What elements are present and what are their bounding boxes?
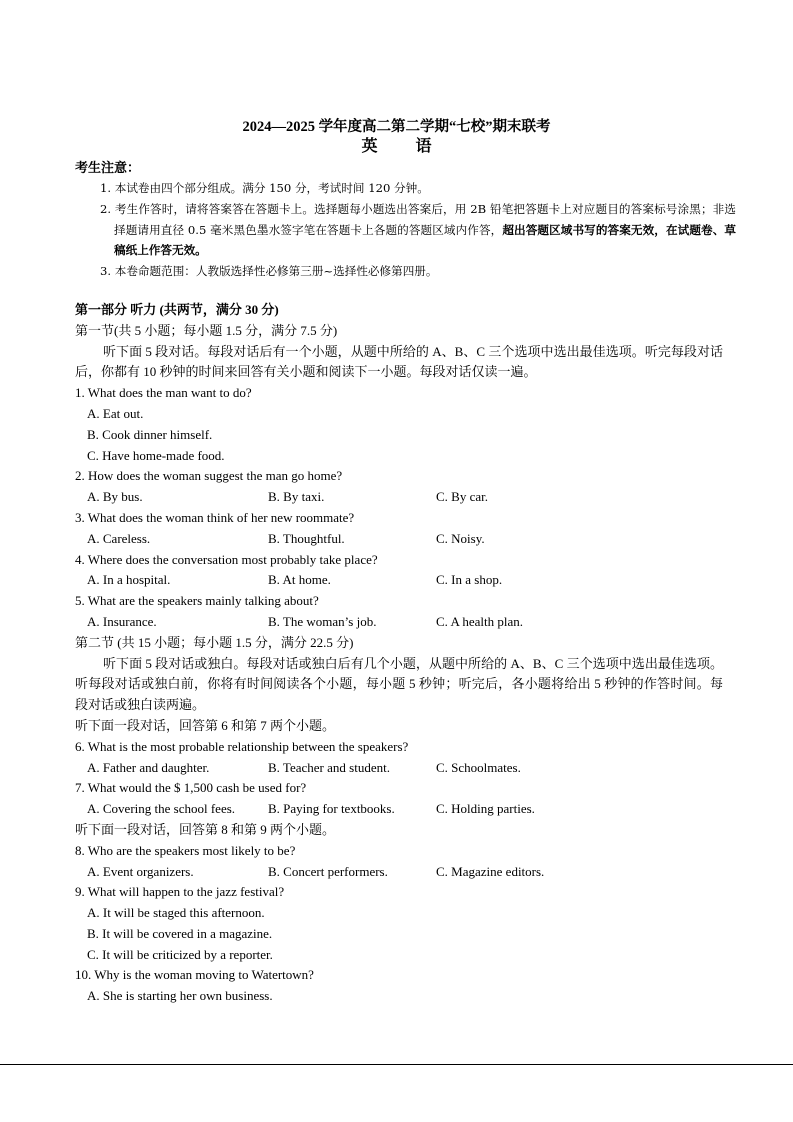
question-9-option-c: C. It will be criticized by a reporter. — [87, 946, 273, 962]
question-3-option-a: A. Careless. — [87, 530, 151, 546]
question-5-stem: 5. What are the speakers mainly talking about? — [75, 593, 319, 609]
question-2-option-a: A. By bus. — [87, 489, 143, 505]
question-2-option-b: B. By taxi. — [268, 489, 325, 505]
question-7-option-a: A. Covering the school fees. — [87, 801, 236, 817]
question-9-option-a: A. It will be staged this afternoon. — [87, 905, 265, 921]
question-2-option-c: C. By car. — [436, 489, 488, 505]
question-6-options — [87, 758, 793, 779]
question-3-option-b: B. Thoughtful. — [268, 530, 345, 546]
question-3-option-c: C. Noisy. — [436, 530, 485, 546]
question-9-option-b: B. It will be covered in a magazine. — [87, 925, 273, 941]
notice-list — [0, 178, 793, 282]
question-4-stem: 4. Where does the conversation most probably take place? — [75, 551, 378, 567]
question-5-options — [87, 612, 793, 633]
question-3-options — [87, 529, 793, 550]
question-3-stem: 3. What does the woman think of her new roommate? — [75, 509, 355, 525]
question-8-stem: 8. Who are the speakers most likely to be? — [75, 842, 296, 858]
question-1-option-b: B. Cook dinner himself. — [87, 426, 213, 442]
notice-item-2-text: 2. 考生作答时，请将答案答在答题卡上。选择题每小题选出答案后，用 2B 铅笔把答题卡上对应题目的答案标号涂黑；非选择题请用直径 0.5 毫米黑色墨水签字笔在答题卡上各题的答题区域内作答， — [100, 201, 736, 237]
question-5-option-c: C. A health plan. — [436, 613, 524, 629]
question-8-options — [87, 862, 793, 883]
section2-heading: 第二节 (共 15 小题；每小题 1.5 分，满分 22.5 分) — [75, 634, 354, 650]
part1-heading: 第一部分 听力 (共两节，满分 30 分) — [75, 301, 279, 317]
question-7-option-b: B. Paying for textbooks. — [268, 801, 395, 817]
question-8-option-a: A. Event organizers. — [87, 863, 194, 879]
question-5-option-a: A. Insurance. — [87, 613, 157, 629]
subject-char-1: 英 — [361, 138, 378, 155]
question-6-option-a: A. Father and daughter. — [87, 759, 210, 775]
section2-instructions: 听下面 5 段对话或独白。每段对话或独白后有几个小题，从题中所给的 A、B、C 三个选项中选出最佳选项。听每段对话或独白前，你将有时间阅读各个小题，每小题 5 秒钟；听完后，各小题将给出 5 秒钟的作答时间。每段对话或独白读两遍。 — [75, 655, 723, 713]
question-5-option-b: B. The woman’s job. — [268, 613, 377, 629]
question-7-options — [87, 799, 793, 820]
footer-divider — [0, 1064, 793, 1065]
question-1-option-a: A. Eat out. — [87, 405, 144, 421]
question-6-stem: 6. What is the most probable relationship between the speakers? — [75, 738, 409, 754]
prompt-questions-8-9: 听下面一段对话，回答第 8 和第 9 两个小题。 — [75, 821, 336, 837]
question-9-stem: 9. What will happen to the jazz festival? — [75, 884, 285, 900]
notice-item-2 — [100, 199, 736, 261]
question-2-stem: 2. How does the woman suggest the man go home? — [75, 468, 343, 484]
section1-instructions: 听下面 5 段对话。每段对话后有一个小题，从题中所给的 A、B、C 三个选项中选出最佳选项。听完每段对话后，你都有 10 秒钟的时间来回答有关小题和阅读下一小题。每段对话仅读一遍。 — [75, 343, 723, 380]
question-10-option-a: A. She is starting her own business. — [87, 988, 273, 1004]
question-2-options — [87, 487, 793, 508]
question-8-option-c: C. Magazine editors. — [436, 863, 545, 879]
prompt-questions-6-7: 听下面一段对话，回答第 6 和第 7 两个小题。 — [75, 717, 336, 733]
question-6-option-c: C. Schoolmates. — [436, 759, 521, 775]
notice-heading: 考生注意： — [75, 160, 141, 175]
notice-item-1: 1. 本试卷由四个部分组成。满分 150 分，考试时间 120 分钟。 — [100, 181, 429, 195]
question-8-option-b: B. Concert performers. — [268, 863, 388, 879]
question-4-option-c: C. In a shop. — [436, 572, 503, 588]
notice-item-3: 3. 本卷命题范围：人教版选择性必修第三册~选择性必修第四册。 — [100, 264, 438, 279]
subject-title — [0, 136, 793, 158]
question-4-option-a: A. In a hospital. — [87, 572, 171, 588]
question-4-options — [87, 570, 793, 591]
section1-heading: 第一节(共 5 小题；每小题 1.5 分，满分 7.5 分) — [75, 322, 338, 338]
question-7-option-c: C. Holding parties. — [436, 801, 535, 817]
question-4-option-b: B. At home. — [268, 572, 331, 588]
question-1-option-c: C. Have home-made food. — [87, 447, 225, 463]
question-7-stem: 7. What would the $ 1,500 cash be used for? — [75, 780, 307, 796]
question-1-stem: 1. What does the man want to do? — [75, 385, 252, 401]
question-6-option-b: B. Teacher and student. — [268, 759, 390, 775]
question-10-stem: 10. Why is the woman moving to Watertown? — [75, 967, 314, 983]
exam-title: 2024—2025 学年度高二第二学期“七校”期末联考 — [242, 119, 551, 135]
notice-item-2-bold-text: 超出答题区域书写的答案无效，在试题卷、草稿纸上作答无效。 — [114, 222, 736, 258]
subject-char-2: 语 — [415, 138, 432, 155]
